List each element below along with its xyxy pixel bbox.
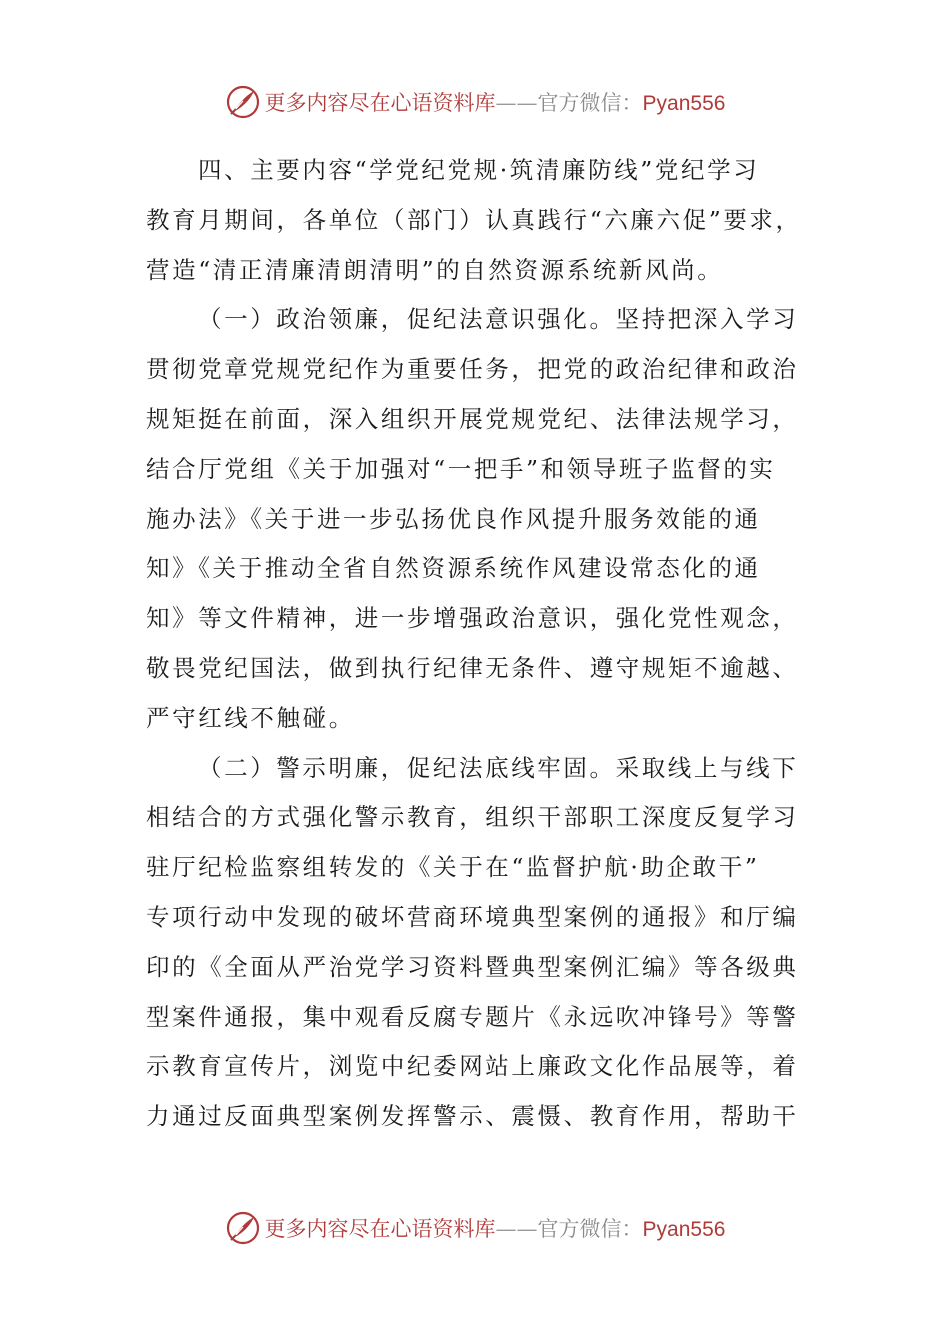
text-line: （二）警示明廉，促纪法底线牢固。采取线上与线下 <box>198 753 799 782</box>
text-line: 规矩挺在前面，深入组织开展党规党纪、法律法规学习， <box>146 404 799 433</box>
text-line: 专项行动中发现的破坏营商环境典型案例的通报》和厅编 <box>146 902 799 931</box>
text-line: （一）政治领廉，促纪法意识强化。坚持把深入学习 <box>198 305 799 334</box>
banner-prefix: 更多内容尽在心语资料库 <box>264 1217 496 1241</box>
text-line: 施办法》《关于进一步弘扬优良作风提升服务效能的通 <box>146 504 761 533</box>
banner-text <box>265 1213 726 1243</box>
text-line: 四、主要内容“学党纪党规·筑清廉防线”党纪学习 <box>198 156 760 184</box>
text-line: 教育月期间，各单位（部门）认真践行“六廉六促”要求， <box>146 205 802 234</box>
text-line: 示教育宣传片，浏览中纪委网站上廉政文化作品展等，着 <box>146 1052 799 1081</box>
text-line: 知》等文件精神，进一步增强政治意识，强化党性观念， <box>146 604 799 633</box>
header-banner <box>0 82 950 122</box>
banner-dash: —— <box>495 91 538 115</box>
text-line: 印的《全面从严治党学习资料暨典型案例汇编》等各级典 <box>146 952 799 981</box>
document-body <box>146 146 806 1142</box>
text-line: 敬畏党纪国法，做到执行纪律无条件、遵守规矩不逾越、 <box>146 653 799 682</box>
banner-handle: Pyan556 <box>642 1218 726 1241</box>
quill-logo-icon <box>225 1210 261 1246</box>
text-line: 知》《关于推动全省自然资源系统作风建设常态化的通 <box>146 554 761 583</box>
text-line: 严守红线不触碰。 <box>146 703 355 732</box>
text-line: 营造“清正清廉清朗清明”的自然资源系统新风尚。 <box>146 255 724 284</box>
quill-logo-icon <box>225 84 261 120</box>
text-line: 力通过反面典型案例发挥警示、震慑、教育作用，帮助干 <box>146 1102 799 1131</box>
text-line: 驻厅纪检监察组转发的《关于在“监督护航·助企敢干” <box>146 853 760 882</box>
text-line: 相结合的方式强化警示教育，组织干部职工深度反复学习 <box>146 803 799 832</box>
text-line: 贯彻党章党规党纪作为重要任务，把党的政治纪律和政治 <box>146 355 799 384</box>
banner-label: 官方微信： <box>537 1217 643 1241</box>
banner-prefix: 更多内容尽在心语资料库 <box>264 91 496 115</box>
banner-handle: Pyan556 <box>642 92 726 115</box>
text-line: 结合厅党组《关于加强对“一把手”和领导班子监督的实 <box>146 454 776 483</box>
text-line: 型案件通报，集中观看反腐专题片《永远吹冲锋号》等警 <box>146 1002 799 1031</box>
banner-label: 官方微信： <box>537 91 643 115</box>
footer-banner <box>0 1208 950 1248</box>
banner-text <box>265 87 726 117</box>
banner-dash: —— <box>495 1217 538 1241</box>
